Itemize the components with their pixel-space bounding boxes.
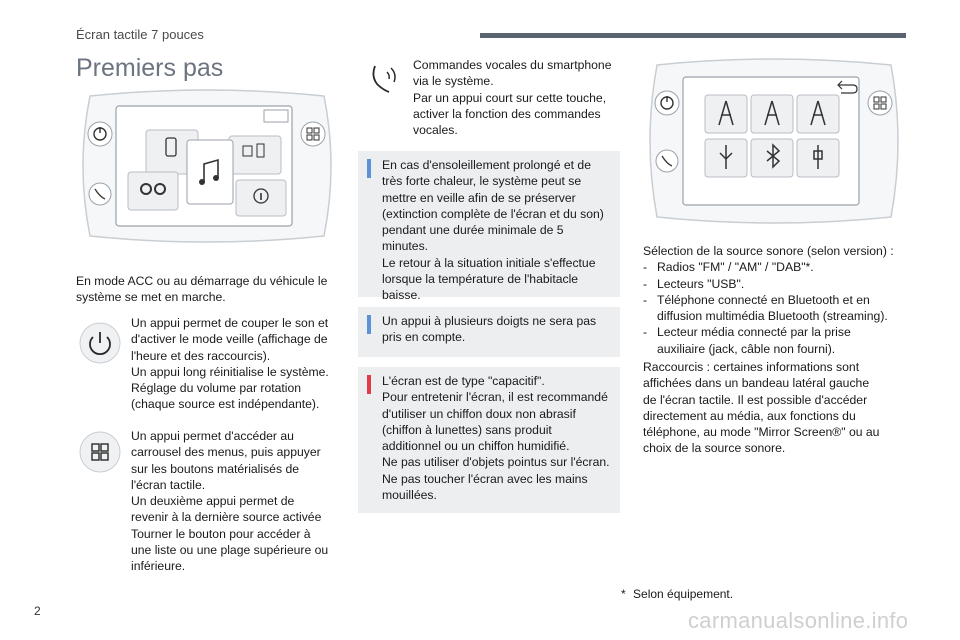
menu-knob-icon (301, 122, 325, 146)
radio-dab-icon (797, 95, 839, 133)
header-rule (480, 33, 906, 38)
power-knob-icon (655, 91, 679, 115)
footnote (621, 587, 733, 601)
running-header: Écran tactile 7 pouces (76, 27, 204, 42)
shortcuts-text: Raccourcis : certaines informations sont affichées dans un bandeau latéral gauche de l'écran tactile. Il est possible d'accéder directement au média, aux fonctions du téléphone, au mode "Mirror Screen®" ou au choix de la source sonore. (643, 360, 880, 456)
usb-icon (705, 139, 747, 177)
power-button-description: Un appui permet de couper le son et d'activer le mode veille (affichage de l'heure et des raccourcis). Un appui long réinitialise le système. Réglage du volume par rotation (chaque source est indépendante). (131, 316, 329, 412)
voice-command-icon (363, 62, 403, 98)
watermark: carmanualsonline.info (688, 608, 909, 633)
page-number: 2 (34, 604, 41, 618)
note-multitouch: Un appui à plusieurs doigts ne sera pas pris en compte. (358, 307, 620, 357)
radio-am-icon (751, 95, 793, 133)
intro-text: En mode ACC ou au démarrage du véhicule le système se met en marche. (76, 274, 328, 305)
bluetooth-icon (751, 139, 793, 177)
voice-button-icon (89, 183, 111, 205)
footnote-text: Selon équipement. (633, 587, 734, 601)
page-title: Premiers pas (76, 54, 224, 82)
list-item: - Lecteur média connecté par la prise auxiliaire (jack, câble non fourni). (643, 324, 913, 357)
list-item: - Radios "FM" / "AM" / "DAB"*. (643, 259, 913, 275)
list-item: - Lecteurs "USB". (643, 276, 913, 292)
aux-jack-icon (797, 139, 839, 177)
source-list (643, 259, 913, 357)
source-screen-illustration (643, 57, 905, 225)
note-screen-care: L'écran est de type "capacitif". Pour entretenir l'écran, il est recommandé d'utiliser un chiffon doux non abrasif (chiffon à lunettes) sans produit additionnel ou un chiffon humidifié. Ne pas utiliser d'objets pointus sur l'écran. Ne pas toucher l'écran avec les mains mouillées. (358, 367, 620, 513)
menu-button-description: Un appui permet d'accéder au carrousel des menus, puis appuyer sur les boutons matérialisés de l'écran tactile. Un deuxième appui permet de revenir à la dernière source activée Tourner le bouton pour accéder à une liste ou une plage supérieure ou inférieure. (131, 429, 329, 574)
footnote-marker: * (621, 587, 626, 601)
voice-button-icon (656, 150, 678, 172)
power-button-icon (78, 321, 122, 365)
note-sunlight: En cas d'ensoleillement prolongé et de très forte chaleur, le système peut se mettre en veille afin de se préserver (extinction complète de l'écran et du son) pendant une durée minimale de 5 minutes. Le retour à la situation initiale s'effectue lorsque la température de l'habitacle baisse. (358, 151, 620, 297)
radio-fm-icon (705, 95, 747, 133)
voice-command-description: Commandes vocales du smartphone via le système. Par un appui court sur cette touche, activer la fonction des commandes vocales. (413, 58, 612, 138)
info-marker (367, 315, 371, 334)
menu-button-icon (78, 430, 122, 474)
menu-knob-icon (868, 91, 892, 115)
power-knob-icon (88, 122, 112, 146)
warning-marker (367, 375, 371, 394)
list-item: - Téléphone connecté en Bluetooth et en diffusion multimédia Bluetooth (streaming). (643, 292, 913, 325)
info-marker (367, 159, 371, 178)
head-unit-illustration (76, 88, 338, 244)
source-selection: Sélection de la source sonore (selon version) : - Radios "FM" / "AM" / "DAB"*. - Lecteurs "USB". - Téléphone connecté en Bluetooth et en diffusion multimédia Bluetooth (streaming). - Lecteur média connecté par la prise auxiliaire (jack, câble non fourni). (643, 243, 913, 357)
